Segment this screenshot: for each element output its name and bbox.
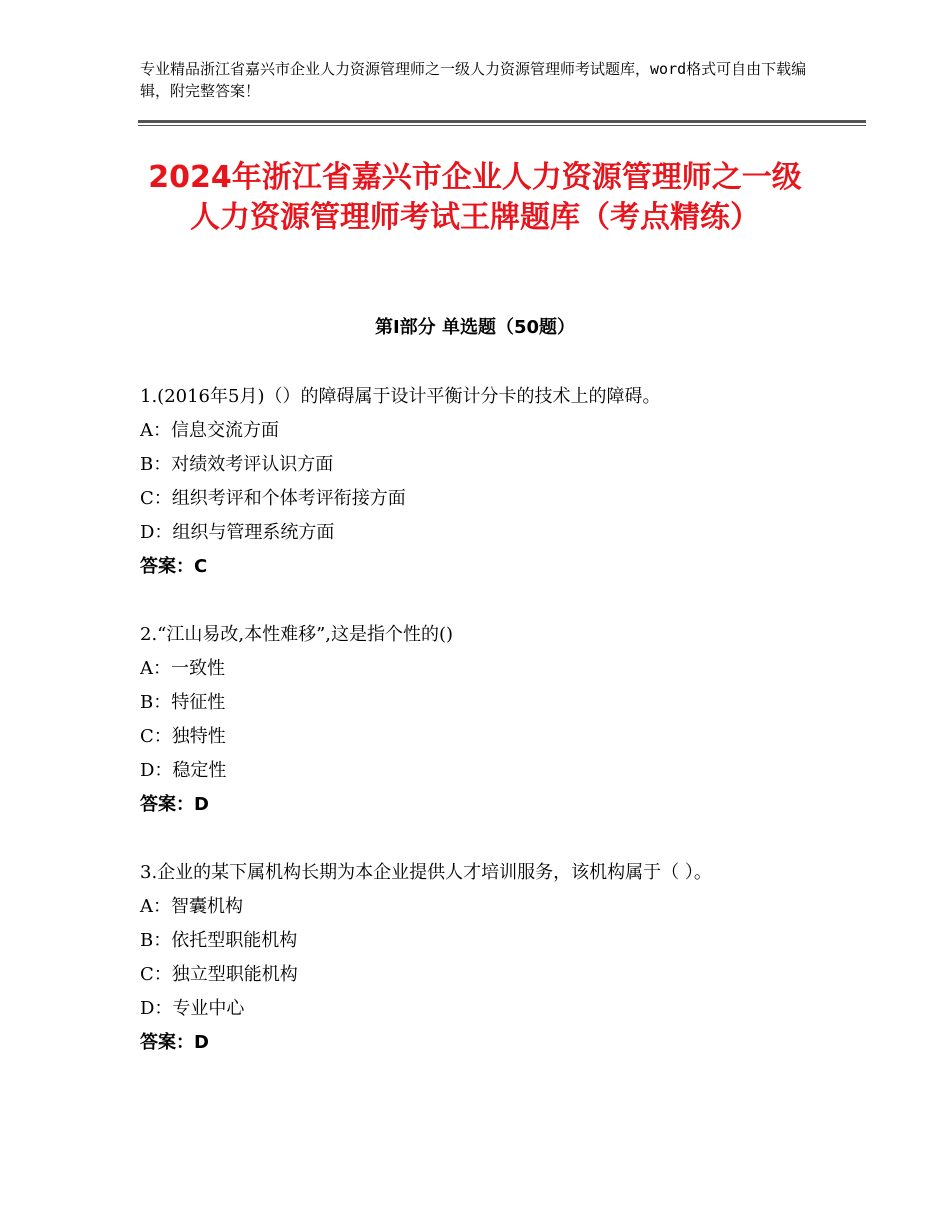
header-divider	[138, 120, 866, 123]
option-b: B：特征性	[140, 692, 226, 713]
answer: 答案：D	[140, 794, 209, 815]
option-a: A：信息交流方面	[140, 420, 279, 441]
option-a: A：一致性	[140, 658, 225, 679]
question-stem: 2.“江山易改,本性难移”,这是指个性的()	[140, 624, 454, 645]
option-a: A：智囊机构	[140, 896, 243, 917]
question-1	[140, 380, 820, 584]
question-stem: 3.企业的某下属机构长期为本企业提供人才培训服务，该机构属于（ ）。	[140, 862, 712, 883]
option-d: D：组织与管理系统方面	[140, 522, 335, 543]
question-stem: 1.(2016年5月)（）的障碍属于设计平衡计分卡的技术上的障碍。	[140, 386, 661, 407]
question-2	[140, 618, 820, 822]
header-note: 专业精品浙江省嘉兴市企业人力资源管理师之一级人力资源管理师考试题库，word格式可自由下载编辑，附完整答案！	[140, 60, 807, 100]
question-3	[140, 856, 820, 1060]
option-c: C：组织考评和个体考评衔接方面	[140, 488, 406, 509]
option-b: B：对绩效考评认识方面	[140, 454, 334, 475]
answer: 答案：D	[140, 1032, 209, 1053]
option-b: B：依托型职能机构	[140, 930, 298, 951]
document-title: 2024年浙江省嘉兴市企业人力资源管理师之一级人力资源管理师考试王牌题库（考点精练）	[148, 160, 802, 235]
option-c: C：独立型职能机构	[140, 964, 298, 985]
option-c: C：独特性	[140, 726, 226, 747]
section-title: 第Ⅰ部分 单选题（50题）	[374, 317, 575, 338]
answer: 答案：C	[140, 556, 208, 577]
option-d: D：专业中心	[140, 998, 245, 1019]
header-divider-thin	[138, 125, 866, 126]
option-d: D：稳定性	[140, 760, 227, 781]
